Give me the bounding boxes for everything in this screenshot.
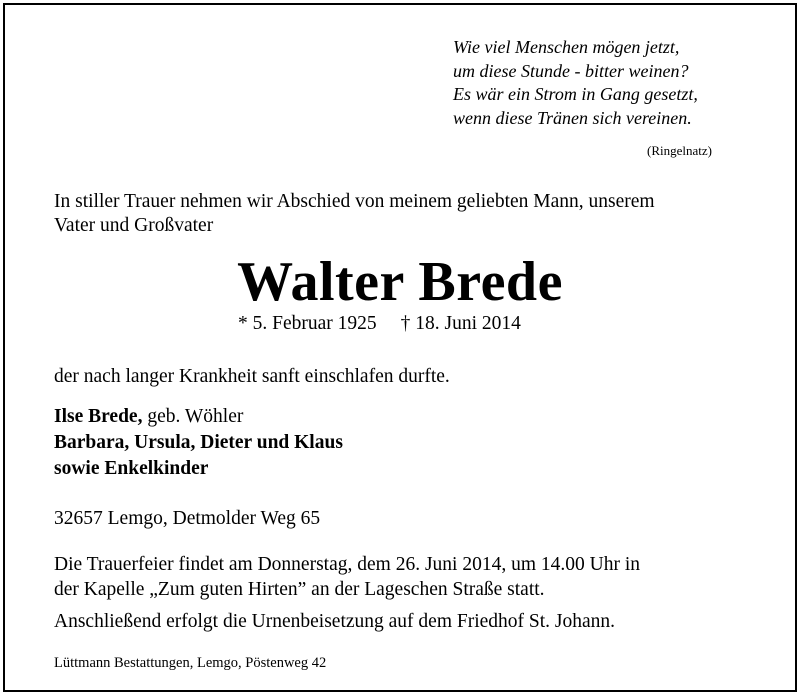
widow-maiden-name: geb. Wöhler: [142, 406, 244, 427]
intro-line-2: Vater und Großvater: [54, 215, 214, 236]
poem-line-1: Wie viel Menschen mögen jetzt,: [453, 37, 680, 57]
poem-author: (Ringelnatz): [647, 143, 712, 158]
death-date: † 18. Juni 2014: [400, 313, 521, 334]
mourner-widow: [54, 406, 243, 428]
poem-line-2: um diese Stunde - bitter weinen?: [453, 60, 689, 81]
poem: [453, 36, 698, 130]
intro-line-1: In stiller Trauer nehmen wir Abschied von meinem geliebten Mann, unserem: [54, 191, 655, 212]
widow-name: Ilse Brede,: [54, 406, 143, 427]
passing-text: der nach langer Krankheit sanft einschlafen durfte.: [54, 366, 450, 387]
life-dates: [238, 313, 545, 335]
undertaker-info: Lüttmann Bestattungen, Lemgo, Pöstenweg 42: [54, 655, 327, 671]
service-line-1: Die Trauerfeier findet am Donnerstag, dem 26. Juni 2014, um 14.00 Uhr in: [54, 554, 640, 575]
birth-date: * 5. Februar 1925: [238, 313, 377, 334]
poem-line-4: wenn diese Tränen sich vereinen.: [453, 107, 692, 128]
family-address: 32657 Lemgo, Detmolder Weg 65: [54, 508, 321, 529]
deceased-name: Walter Brede: [237, 251, 563, 313]
service-line-3: Anschließend erfolgt die Urnenbeisetzung auf dem Friedhof St. Johann.: [54, 611, 616, 632]
mourner-grandchildren: sowie Enkelkinder: [54, 458, 209, 479]
poem-line-3: Es wär ein Strom in Gang gesetzt,: [453, 84, 698, 104]
mourner-children: Barbara, Ursula, Dieter und Klaus: [54, 432, 343, 453]
service-line-2: der Kapelle „Zum guten Hirten” an der Lageschen Straße statt.: [54, 579, 545, 600]
